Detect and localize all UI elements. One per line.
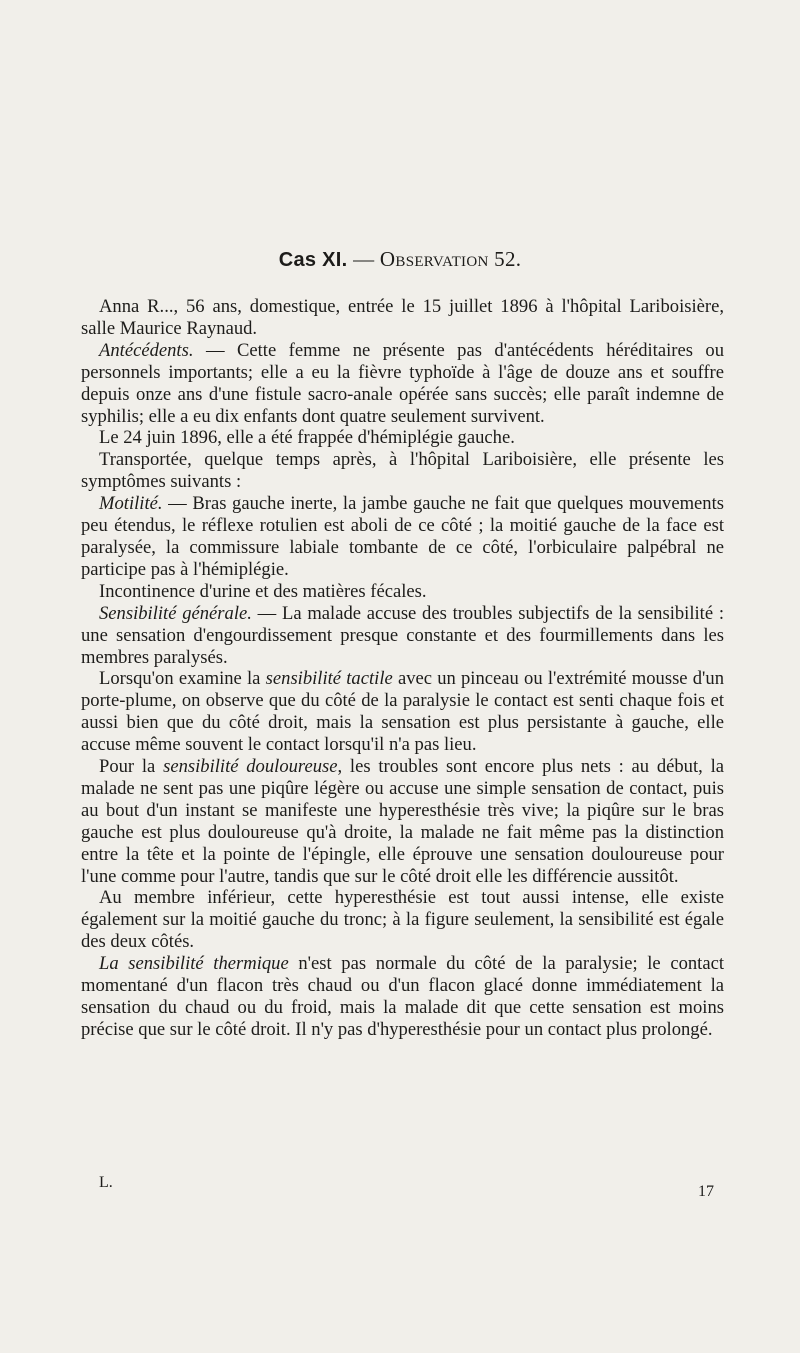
observation-label: Observation 52. [379,247,522,271]
section-label: La sensibilité thermique [99,953,289,975]
paragraph: Le 24 juin 1896, elle a été frappée d'hémiplégie gauche. [99,427,515,449]
heading-separator: — [347,247,380,271]
paragraph: Au membre inférieur, cette hyperesthésie est tout aussi intense, elle existe également sur la moitié gauche du tronc; à la figure seulement, la sensibilité est égale des deux côtés. [81,887,724,953]
case-label: Cas XI. [278,249,348,271]
paragraph: Pour la sensibilité douloureuse, les troubles sont encore plus nets : au début, la malade ne sent pas une piqûre légère ou accuse une simple sensation de contact, puis au bout d'un instant se manifeste une hyperesthésie très vive; la piqûre sur le bras gauche est plus douloureuse qu'à droite, la malade ne fait même pas la distinction entre la tête et la pointe de l'épingle, elle éprouve une sensation douloureuse pour l'une comme pour l'autre, tandis que sur le côté droit elle les différencie aussitôt. [81,756,724,887]
paragraph: Transportée, quelque temps après, à l'hôpital Lariboisière, elle présente les symptômes suivants : [81,449,724,493]
signature-mark: L. [99,1174,113,1191]
section-label: Motilité. [99,493,163,515]
paragraph: Anna R..., 56 ans, domestique, entrée le 15 juillet 1896 à l'hôpital Lariboisière, salle Maurice Raynaud. [81,296,724,339]
section-label: sensibilité tactile [265,668,393,690]
paragraph: Sensibilité générale. — La malade accuse des troubles subjectifs de la sensibilité : une sensation d'engourdissement presque constante et des fourmillements dans les membres paralysés. [81,602,724,668]
paragraph: La sensibilité thermique n'est pas normale du côté de la paralysie; le contact momentané d'un flacon très chaud ou d'un flacon glacé donne immédiatement la sensation du chaud ou du froid, mais la malade dit que cette sensation est moins précise que sur le côté droit. Il n'y pas d'hyperesthésie pour un contact plus prolongé. [81,953,725,1040]
paragraph: Incontinence d'urine et des matières fécales. [99,580,427,602]
paragraph: Motilité. — Bras gauche inerte, la jambe gauche ne fait que quelques mouvements peu étendus, le réflexe rotulien est aboli de ce côté ; la moitié gauche de la face est paralysée, la commissure labiale tombante de ce côté, l'orbiculaire palpébral ne participe pas à l'hémiplégie. [81,493,724,580]
section-label: Antécédents. [99,339,194,361]
section-label: sensibilité douloureuse [163,756,338,778]
paragraph: Antécédents. — Cette femme ne présente pas d'antécédents héréditaires ou personnels importants; elle a eu la fièvre typhoïde à l'âge de douze ans et souffre depuis onze ans d'une fistule sacro-anale opérée sans succès; elle paraît indemne de syphilis; elle a eu dix enfants dont quatre seulement survivent. [81,339,724,427]
paragraph: Lorsqu'on examine la sensibilité tactile avec un pinceau ou l'extrémité mousse d'un porte-plume, on observe que du côté de la paralysie le contact est senti chaque fois et aussi bien que du côté droit, mais la sensation est plus persistante à gauche, elle accuse même souvent le contact lorsqu'il n'a pas lieu. [81,668,725,756]
section-label: Sensibilité générale. [99,602,252,624]
observation-heading [0,247,800,272]
page-number: 17 [698,1183,714,1200]
body-text [81,296,724,1041]
